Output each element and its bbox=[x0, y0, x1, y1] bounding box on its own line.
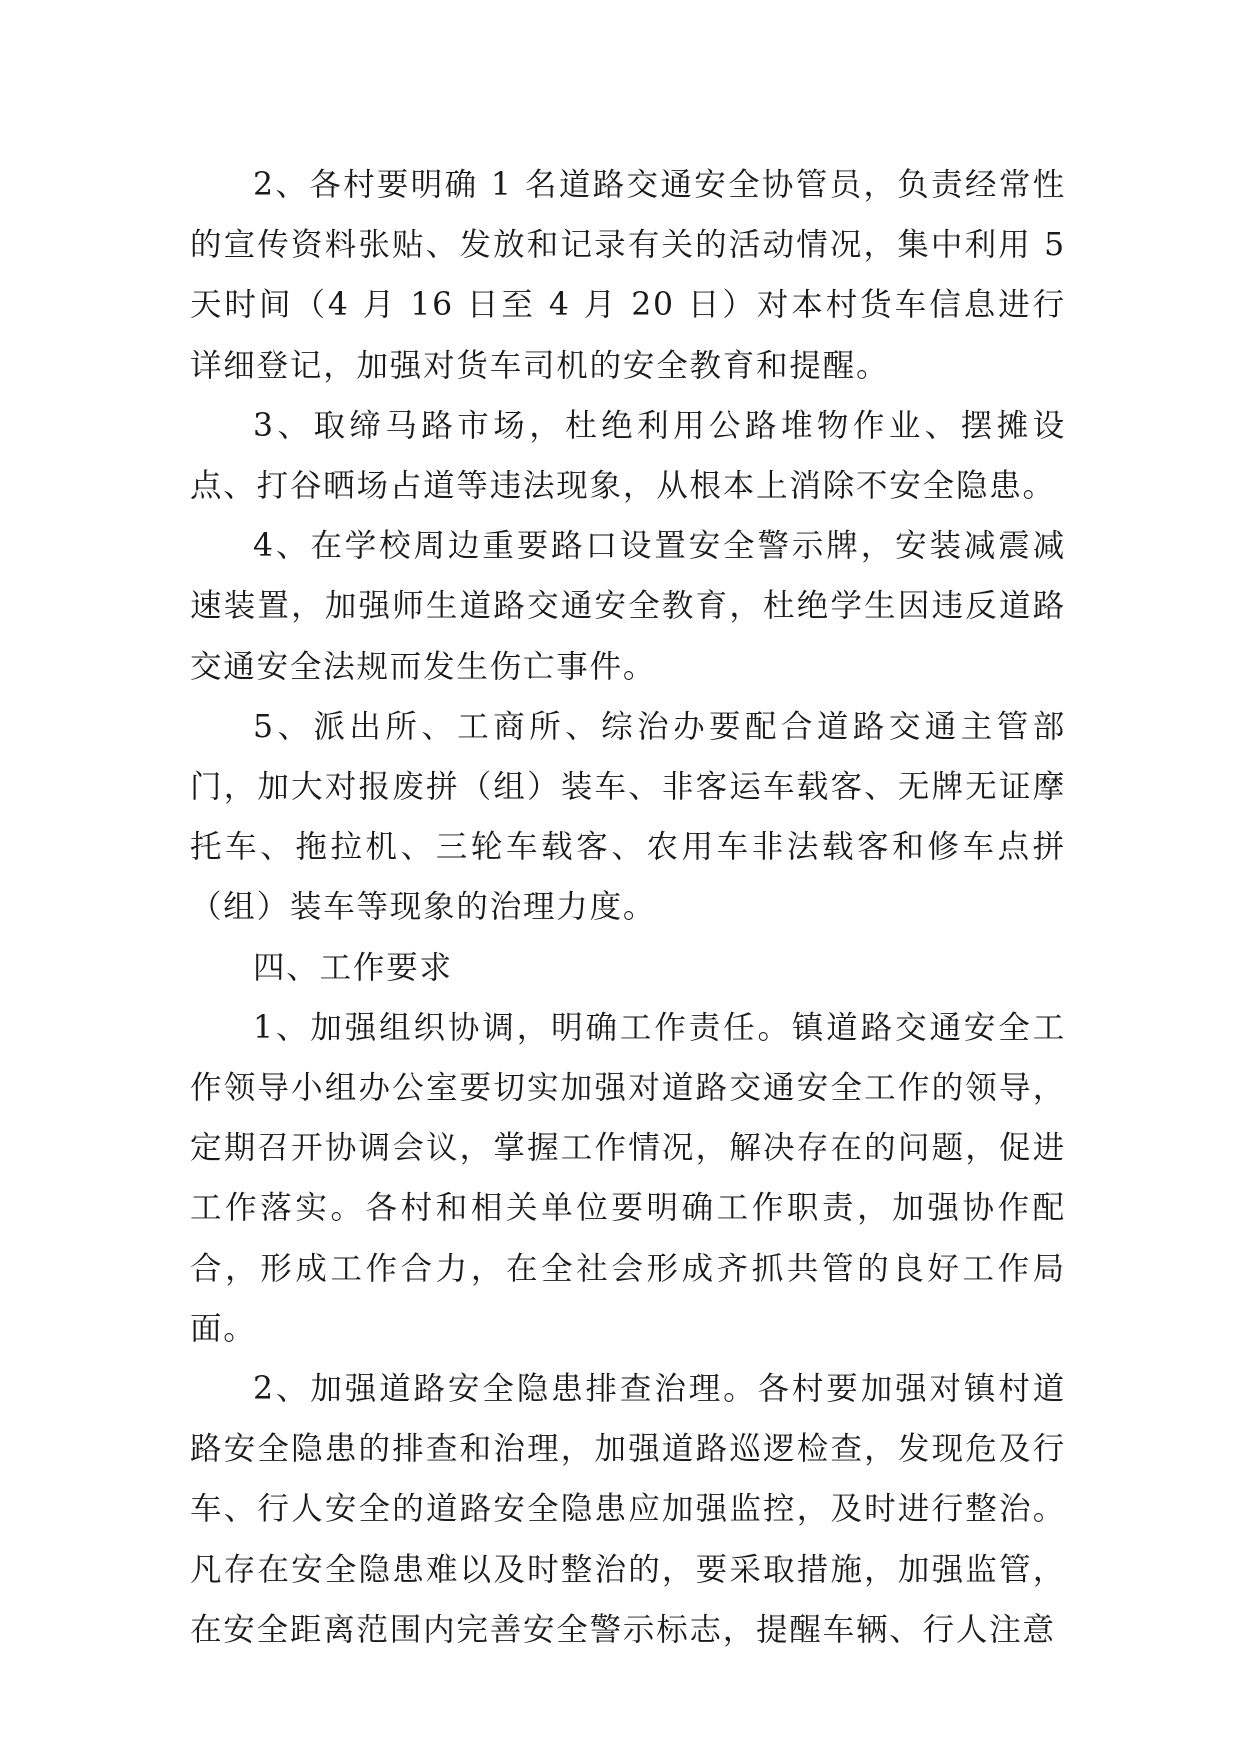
paragraph-item-4-school-safety: 4、在学校周边重要路口设置安全警示牌，安装减震减速装置，加强师生道路交通安全教育，杜绝学生因违反道路交通安全法规而发生伤亡事件。 bbox=[190, 528, 1066, 685]
paragraph-item-3-road-market: 3、取缔马路市场，杜绝利用公路堆物作业、摆摊设点、打谷晒场占道等违法现象，从根本上消除不安全隐患。 bbox=[190, 407, 1066, 505]
paragraph-item-2-coordinator: 2、各村要明确 1 名道路交通安全协管员，负责经常性的宣传资料张贴、发放和记录有关的活动情况，集中利用 5 天时间（4 月 16 日至 4 月 20 日）对本村货车信息进行详细登记，加强对货车司机的安全教育和提醒。 bbox=[190, 167, 1066, 384]
paragraph-requirement-1: 1、加强组织协调，明确工作责任。镇道路交通安全工作领导小组办公室要切实加强对道路交通安全工作的领导，定期召开协调会议，掌握工作情况，解决存在的问题，促进工作落实。各村和相关单位要明确工作职责，加强协作配合，形成工作合力，在全社会形成齐抓共管的良好工作局面。 bbox=[190, 1009, 1066, 1347]
paragraph-requirement-2: 2、加强道路安全隐患排查治理。各村要加强对镇村道路安全隐患的排查和治理，加强道路巡逻检查，发现危及行车、行人安全的道路安全隐患应加强监控，及时进行整治。凡存在安全隐患难以及时整治的，要采取措施，加强监管，在安全距离范围内完善安全警示标志，提醒车辆、行人注意 bbox=[190, 1371, 1066, 1648]
section-heading-work-requirements: 四、工作要求 bbox=[253, 949, 453, 986]
paragraph-item-5-enforcement: 5、派出所、工商所、综治办要配合道路交通主管部门，加大对报废拼（组）装车、非客运车载客、无牌无证摩托车、拖拉机、三轮车载客、农用车非法载客和修车点拼（组）装车等现象的治理力度。 bbox=[190, 708, 1066, 926]
document-body bbox=[190, 155, 1066, 1660]
